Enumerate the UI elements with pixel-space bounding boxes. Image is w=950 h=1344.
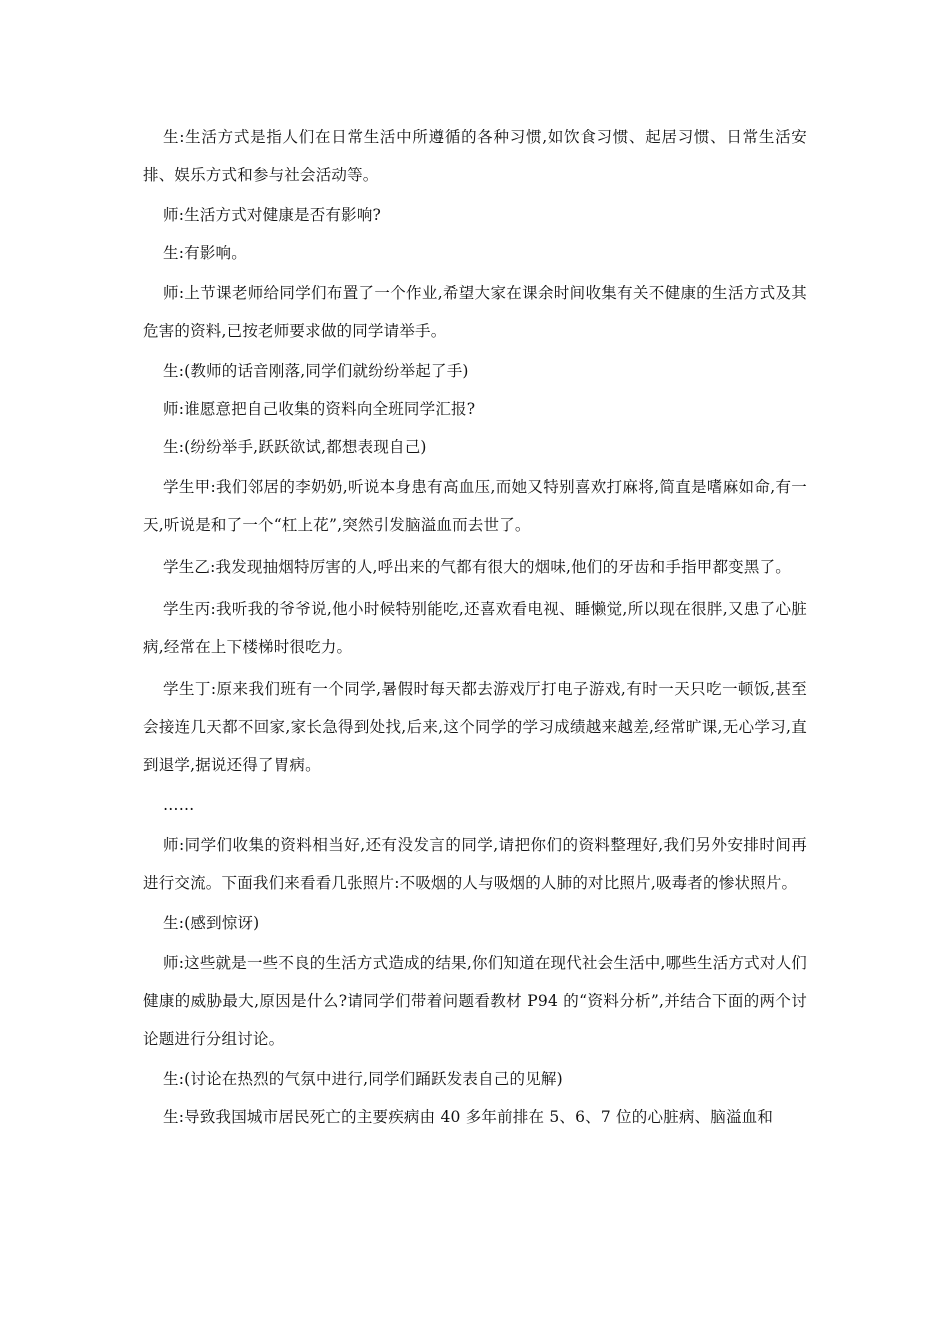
paragraph-6: 师:谁愿意把自己收集的资料向全班同学汇报? <box>163 400 476 418</box>
document-body <box>143 118 807 1138</box>
paragraph-3: 生:有影响。 <box>163 244 247 262</box>
paragraph-16: 生:(讨论在热烈的气氛中进行,同学们踊跃发表自己的见解) <box>163 1070 563 1088</box>
paragraph-11: 学生丁:原来我们班有一个同学,暑假时每天都去游戏厅打电子游戏,有时一天只吃一顿饭,甚至会接连几天都不回家,家长急得到处找,后来,这个同学的学习成绩越来越差,经常旷课,无心学习,直到退学,据说还得了胃病。 <box>143 680 807 774</box>
paragraph-8: 学生甲:我们邻居的李奶奶,听说本身患有高血压,而她又特别喜欢打麻将,简直是嗜麻如命,有一天,听说是和了一个“杠上花”,突然引发脑溢血而去世了。 <box>143 478 807 534</box>
paragraph-9: 学生乙:我发现抽烟特厉害的人,呼出来的气都有很大的烟味,他们的牙齿和手指甲都变黑了。 <box>163 558 791 576</box>
paragraph-17: 生:导致我国城市居民死亡的主要疾病由 40 多年前排在 5、6、7 位的心脏病、脑溢血和 <box>163 1108 774 1126</box>
paragraph-7: 生:(纷纷举手,跃跃欲试,都想表现自己) <box>163 438 427 456</box>
paragraph-1: 生:生活方式是指人们在日常生活中所遵循的各种习惯,如饮食习惯、起居习惯、日常生活安排、娱乐方式和参与社会活动等。 <box>143 128 807 184</box>
paragraph-12: …… <box>163 796 195 814</box>
paragraph-4: 师:上节课老师给同学们布置了一个作业,希望大家在课余时间收集有关不健康的生活方式及其危害的资料,已按老师要求做的同学请举手。 <box>143 284 807 340</box>
paragraph-13: 师:同学们收集的资料相当好,还有没发言的同学,请把你们的资料整理好,我们另外安排时间再进行交流。下面我们来看看几张照片:不吸烟的人与吸烟的人肺的对比照片,吸毒者的惨状照片。 <box>143 836 807 892</box>
paragraph-14: 生:(感到惊讶) <box>163 914 260 932</box>
paragraph-2: 师:生活方式对健康是否有影响? <box>163 206 382 224</box>
paragraph-10: 学生丙:我听我的爷爷说,他小时候特别能吃,还喜欢看电视、睡懒觉,所以现在很胖,又患了心脏病,经常在上下楼梯时很吃力。 <box>143 600 807 656</box>
paragraph-5: 生:(教师的话音刚落,同学们就纷纷举起了手) <box>163 362 469 380</box>
paragraph-15: 师:这些就是一些不良的生活方式造成的结果,你们知道在现代社会生活中,哪些生活方式对人们健康的威胁最大,原因是什么?请同学们带着问题看教材 P94 的“资料分析”,并结合下面的两个讨论题进行分组讨论。 <box>143 954 807 1048</box>
